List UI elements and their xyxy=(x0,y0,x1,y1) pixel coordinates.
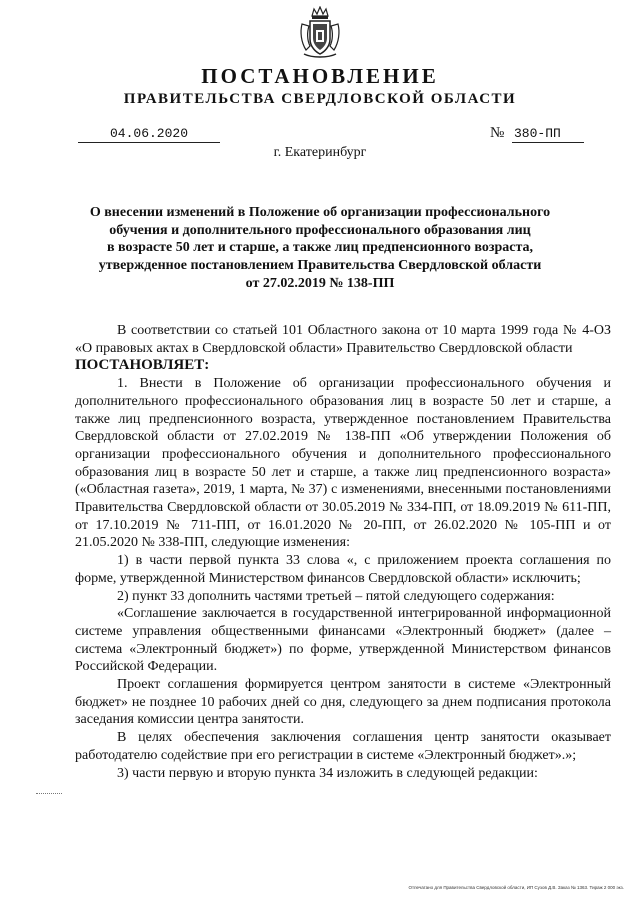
heading-line: в возрасте 50 лет и старше, а также лиц предпенсионного возраста, xyxy=(107,240,533,256)
paragraph-7: 3) части первую и вторую пункта 34 изложить в следующей редакции: xyxy=(117,765,538,781)
heading-line: утвержденное постановлением Правительства Свердловской области xyxy=(98,258,542,274)
heading-line: обучения и дополнительного профессионального образования лиц xyxy=(109,222,531,238)
document-number: 380-ПП xyxy=(512,126,584,143)
paragraph-4: «Соглашение заключается в государственной интегрированной информационной системе управления общественными финансами «Электронный бюджет» (далее – система «Электронный бюджет») по форме, утвержденной Министерством финансов Российской Федерации. xyxy=(75,606,611,675)
coat-of-arms-icon xyxy=(298,6,342,60)
heading-line: от 27.02.2019 № 138-ПП xyxy=(245,275,395,291)
paragraph-6: В целях обеспечения заключения соглашения центр занятости оказывает работодателю содействие при его регистрации в системе «Электронный бюджет».»; xyxy=(75,730,611,763)
margin-mark xyxy=(36,793,62,794)
paragraph-2: 1) в части первой пункта 33 слова «, с приложением проекта соглашения по форме, утвержденной Министерством финансов Свердловской области» исключить; xyxy=(75,553,611,586)
document-heading xyxy=(70,204,570,293)
city-name: г. Екатеринбург xyxy=(273,145,367,160)
paragraph-5: Проект соглашения формируется центром занятости в системе «Электронный бюджет» не позднее 10 рабочих дней со дня, следующего за днем подписания протокола заседания комиссии центра занятости. xyxy=(75,677,611,728)
heading-line: О внесении изменений в Положение об организации профессионального xyxy=(89,205,551,220)
document-title: ПОСТАНОВЛЕНИЕ xyxy=(201,64,439,88)
intro-paragraph: В соответствии со статьей 101 Областного закона от 10 марта 1999 года № 4-ОЗ «О правовых актах в Свердловской области» Правительство Свердловской области xyxy=(75,323,611,356)
document-body xyxy=(75,322,611,782)
resolve-word: ПОСТАНОВЛЯЕТ: xyxy=(75,357,210,374)
number-sign: № xyxy=(490,125,505,141)
document-date: 04.06.2020 xyxy=(78,126,220,143)
issuer-name: ПРАВИТЕЛЬСТВА СВЕРДЛОВСКОЙ ОБЛАСТИ xyxy=(123,91,517,107)
paragraph-3: 2) пункт 33 дополнить частями третьей – пятой следующего содержания: xyxy=(117,588,555,604)
paragraph-1: 1. Внести в Положение об организации профессионального обучения и дополнительного профессионального образования лиц в возрасте 50 лет и старше, а также лиц предпенсионного возраста, утвержденное постановлением Правительства Свердловской области от 27.02.2019 № 138-ПП «Об утверждении Положения об организации профессионального обучения и дополнительного профессионального образования лиц в возрасте 50 лет и старше, а также лиц предпенсионного возраста» («Областная газета», 2019, 1 марта, № 37) с изменениями, внесенными постановлениями Правительства Свердловской области от 30.05.2019 № 334-ПП, от 18.09.2019 № 611-ПП, от 17.10.2019 № 711-ПП, от 16.01.2020 № 20-ПП, от 26.02.2020 № 105-ПП и от 21.05.2020 № 338-ПП, следующие изменения: xyxy=(75,376,611,551)
print-imprint: Отпечатано для Правительства Свердловской области, ИП Сузов Д.В. Заказ № 1363. Тираж 2 000 экз. xyxy=(408,885,624,890)
